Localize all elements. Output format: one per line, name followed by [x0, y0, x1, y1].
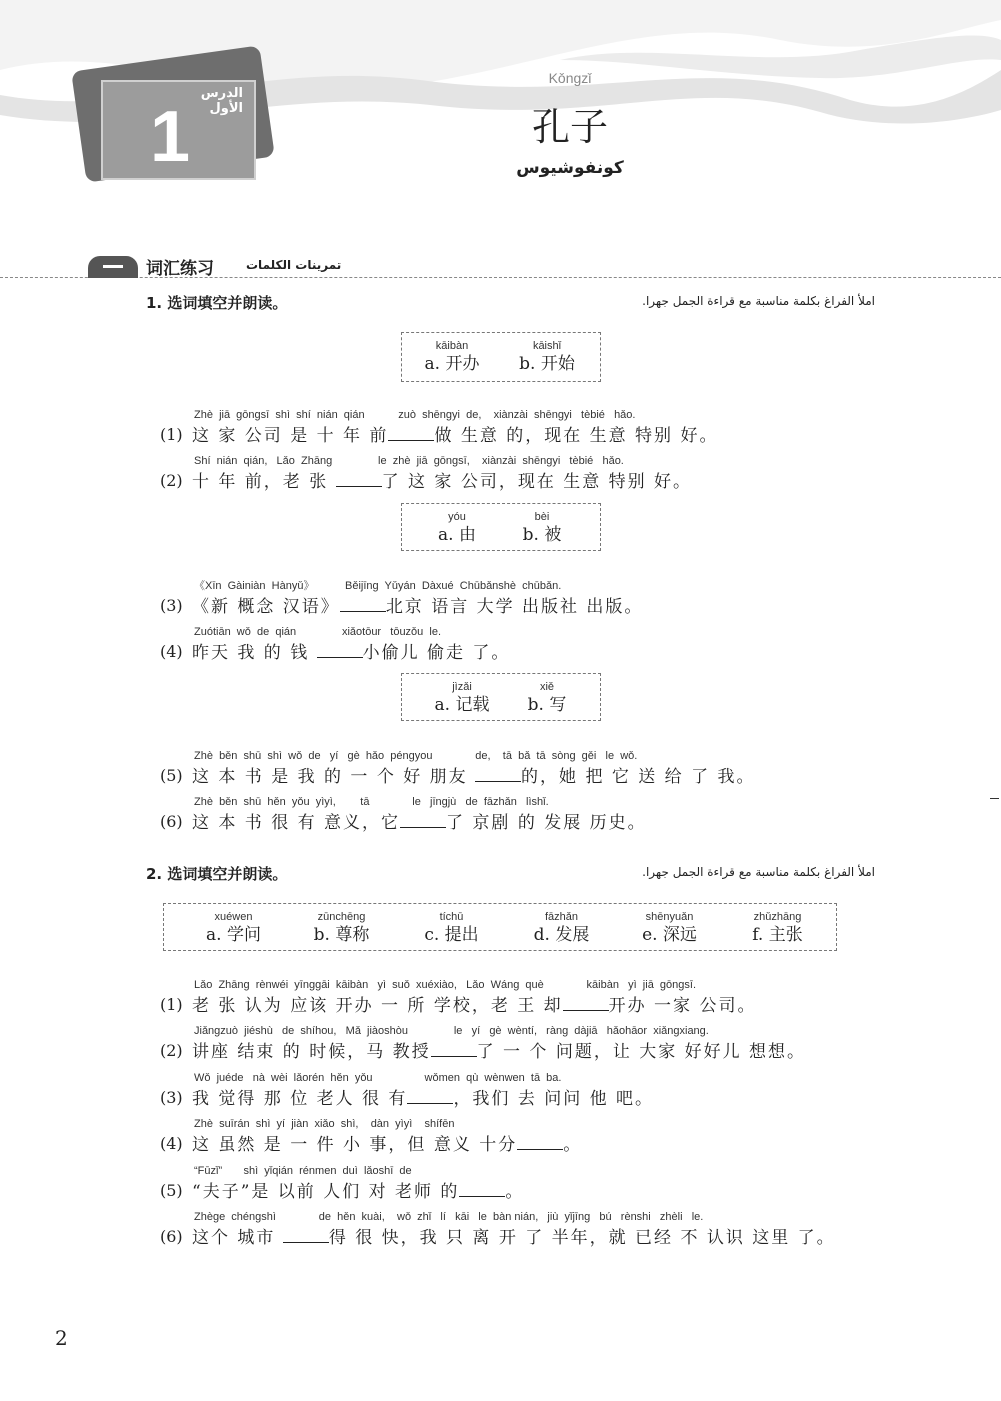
page-number: 2 [55, 1326, 68, 1350]
choice-option: xuéwen a. 学问 [206, 911, 261, 945]
blank-field[interactable] [431, 1038, 477, 1057]
choice-option: fāzhǎn d. 发展 [533, 911, 590, 945]
margin-tick [990, 798, 999, 799]
blank-field[interactable] [340, 593, 386, 612]
q1-instruction: املأ الفراغ بكلمة مناسبة مع قراءة الجمل جهرا. [642, 294, 875, 308]
q2-instruction: املأ الفراغ بكلمة مناسبة مع قراءة الجمل جهرا. [642, 865, 875, 879]
choice-option: shēnyuǎn e. 深远 [642, 911, 697, 945]
blank-field[interactable] [475, 763, 521, 782]
blank-field[interactable] [400, 809, 446, 828]
title-chinese: 孔子 [531, 105, 608, 149]
blank-field[interactable] [563, 992, 609, 1011]
choice-option: kāishǐ b. 开始 [519, 340, 575, 374]
choice-option: kāibàn a. 开办 [424, 340, 480, 374]
blank-field[interactable] [388, 422, 434, 441]
choice-box [401, 332, 601, 382]
choice-box [163, 903, 837, 951]
choice-option: xiě b. 写 [527, 681, 567, 715]
q1-title: 1. 选词填空并朗读。 [146, 294, 288, 312]
lesson-label: الدرس الأول [200, 86, 243, 116]
choice-box [401, 503, 601, 551]
section-title-arabic: تمرينات الكلمات [246, 258, 342, 272]
blank-field[interactable] [336, 468, 382, 487]
choice-option: yóu a. 由 [438, 511, 476, 545]
choice-option: jìzǎi a. 记载 [434, 681, 490, 715]
blank-field[interactable] [459, 1178, 505, 1197]
choice-option: zhǔzhāng f. 主张 [752, 911, 803, 945]
choice-option: zūnchēng b. 尊称 [313, 911, 370, 945]
blank-field[interactable] [283, 1224, 329, 1243]
title-pinyin: Kǒngzǐ [548, 70, 592, 86]
choice-option: bèi b. 被 [522, 511, 562, 545]
choice-box [401, 673, 601, 721]
blank-field[interactable] [317, 639, 363, 658]
choice-option: tíchū c. 提出 [424, 911, 479, 945]
blank-field[interactable] [407, 1085, 453, 1104]
title-arabic: كونفوشيوس [516, 158, 624, 178]
section-title: 词汇练习 [146, 259, 214, 279]
section-marker-dash [103, 265, 123, 268]
q2-title: 2. 选词填空并朗读。 [146, 865, 288, 883]
lesson-number: 1 [150, 97, 191, 177]
blank-field[interactable] [517, 1131, 563, 1150]
